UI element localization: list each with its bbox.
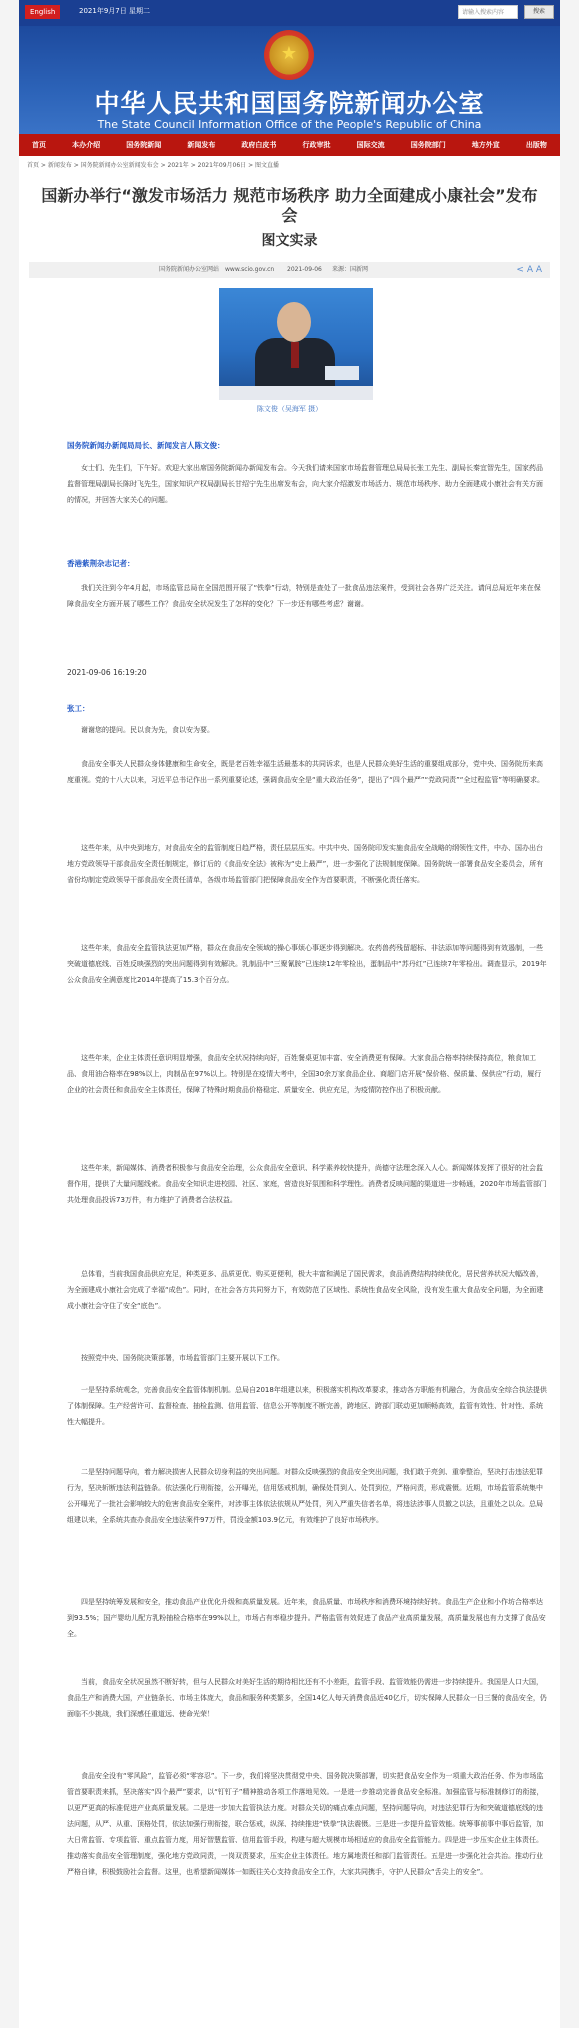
paragraph: 按照党中央、国务院决策部署，市场监管部门主要开展以下工作。 (81, 1354, 284, 1362)
english-link[interactable]: English (25, 5, 60, 19)
paragraph: 一是坚持系统观念，完善食品安全监管体制机制。总局自2018年组建以来，积极落实机构改革要求，推动各方职能有机融合，为食品安全综合执法提供了体制保障。生产经营许可、监督检查、抽检监测、信用监管、信息公开等制度不断完善，跨地区、跨部门联动更加顺畅高效，监管有效性、针对性、系统性大幅提升。 (67, 1386, 547, 1426)
site-title: 中华人民共和国国务院新闻办公室 (94, 89, 485, 118)
meta-source: 国务院新闻办公室网站 (159, 266, 220, 273)
paragraph: 我们关注到今年4月起，市场监管总局在全国范围开展了“铁拳”行动，特别是查处了一批食品违法案件，受到社会各界广泛关注。请问总局近年来在保障食品安全方面开展了哪些工作？食品安全状况发生了怎样的变化？下一步还有哪些考虑？谢谢。 (67, 584, 541, 608)
nav-item-state-council-news[interactable]: 国务院新闻 (126, 141, 162, 149)
date-label: 2021年9月7日 星期二 (79, 7, 150, 15)
nav-item-white-papers[interactable]: 政府白皮书 (241, 141, 277, 149)
article-subtitle: 图文实录 (261, 233, 318, 249)
paragraph: 女士们、先生们，下午好。欢迎大家出席国务院新闻办新闻发布会。今天我们请来国家市场监督管理总局局长张工先生、副局长秦宜智先生，国家药品监督管理局副局长陈时飞先生，国家知识产权局副局长甘绍宁先生出席发布会，向大家介绍激发市场活力、规范市场秩序、助力全面建成小康社会有关方面的情况，并回答大家关心的问题。 (67, 464, 543, 504)
timestamp: 2021-09-06 16:19:20 (67, 668, 147, 677)
speaker-photo (219, 288, 373, 400)
article-meta (29, 262, 550, 278)
paragraph: 食品安全没有“零风险”，监管必须“零容忍”。下一步，我们将坚决贯彻党中央、国务院决策部署，切实把食品安全作为一项重大政治任务、作为市场监管首要职责来抓，坚决落实“四个最严”要求，以“钉钉子”精神推动各项工作落地见效。一是进一步推动完善食品安全标准。加强监管与标准制修订的衔接，以更严更高的标准促进产业高质量发展。二是进一步加大监管执法力度。对群众关切的痛点难点问题，坚持问题导向，对违法犯罪行为和突破道德底线的违法问题，从严、从重、顶格处罚，依法加强行刑衔接，联合惩戒，纵深、持续推进“铁拳”执法震慑。三是进一步提升监管效能。统筹事前事中事后监管，加大日常监管、专项监管、重点监管力度，用好智慧监管、信用监管手段，构建与超大规模市场相适应的食品安全监管能力。四是进一步压实企业主体责任。推动落实食品安全管理制度，强化地方党政同责，一岗双责要求，压实企业主体责任。地方属地责任和部门监管责任。五是进一步强化社会共治。推动行业严格自律，积极鼓励社会监督。这里，也希望新闻媒体一如既往关心支持食品安全工作，大家共同携手，守护人民群众“舌尖上的安全”。 (67, 1772, 544, 1876)
paragraph: 当前，食品安全状况虽然不断好转，但与人民群众对美好生活的期待相比还有不小差距，监管手段、监管效能仍需进一步持续提升。我国是人口大国，食品生产和消费大国，产业链条长、市场主体庞大，食品和服务种类繁多，全国14亿人每天消费食品近40亿斤，切实保障人民群众一日三餐的食品安全，仍面临不少挑战，我们深感任重道远、使命光荣！ (67, 1678, 547, 1718)
photo-sign (325, 366, 359, 380)
nav-item-publications[interactable]: 出版物 (525, 141, 547, 149)
photo-caption: 陈文俊（吴海军 摄） (256, 405, 323, 413)
nav-item-press-release[interactable]: 新闻发布 (187, 141, 216, 149)
paragraph: 总体看，当前我国食品供应充足，种类更多、品质更优、购买更便利，极大丰富和满足了国民需求，食品消费结构持续优化，居民营养状况大幅改善，为全面建成小康社会完成了幸福“成色”。同时，在社会各方共同努力下，有效防范了区域性、系统性食品安全风险，没有发生重大食品安全问题，为全面建成小康社会守住了安全“底色”。 (67, 1270, 544, 1310)
photo-desk (219, 386, 373, 400)
article-title: 国新办举行“激发市场活力 规范市场秩序 助力全面建成小康社会”发布会 (41, 186, 538, 225)
breadcrumb[interactable]: 首页 > 新闻发布 > 国务院新闻办公室新闻发布会 > 2021年 > 2021年09月06日 > 图文直播 (27, 162, 280, 169)
speaker-heading: 香港紫荆杂志记者： (67, 559, 135, 568)
paragraph: 谢谢您的提问。民以食为先，食以安为要。 (81, 726, 214, 734)
search-input[interactable]: 请输入搜索内容 (458, 5, 518, 19)
meta-source-site: 来源：国新网 (332, 266, 369, 273)
paragraph: 这些年来，食品安全监管执法更加严格，群众在食品安全领域的操心事烦心事逐步得到解决。农药兽药残留超标、非法添加等问题得到有效遏制，一些突破道德底线、百姓反映强烈的突出问题得到有效解决。乳制品中“三聚氰胺”已连续12年零检出，蛋制品中“苏丹红”已连续7年零检出。调查显示，2019年公众食品安全满意度比2014年提高了15.3个百分点。 (67, 944, 547, 984)
paragraph: 四是坚持统筹发展和安全，推动食品产业优化升级和高质量发展。近年来，食品质量、市场秩序和消费环境持续好转。食品生产企业和小作坊合格率达到93.5%；国产婴幼儿配方乳粉抽检合格率在99%以上，市场占有率稳步提升。严格监管有效促进了食品产业高质量发展，高质量发展也有力支撑了食品安全。 (67, 1598, 546, 1638)
nav-item-home[interactable]: 首页 (32, 141, 47, 149)
paragraph: 这些年来，新闻媒体、消费者积极参与食品安全治理，公众食品安全意识、科学素养较快提升，尚德守法理念深入人心。新闻媒体发挥了很好的社会监督作用，提供了大量问题线索。食品安全知识走进校园、社区、家庭，营造良好氛围和科学理性。消费者反映问题的渠道进一步畅通，2020年市场监管部门共处理食品投诉73万件，有力维护了消费者合法权益。 (67, 1164, 547, 1204)
meta-url: www.scio.gov.cn (225, 266, 275, 273)
paragraph: 二是坚持问题导向，着力解决损害人民群众切身利益的突出问题。对群众反映强烈的食品安全突出问题，我们敢于亮剑、重拳整治，坚决打击违法犯罪行为，坚决斩断违法利益链条。依法强化行刑衔接，公开曝光，信用惩戒机制，确保处罚到人、处罚到位，严格问责，形成震慑。近期，市场监管系统集中公开曝光了一批社会影响较大的危害食品安全案件，对涉事主体依法依规从严处罚，列入严重失信者名单，将违法涉事人员撤之以法，且重处之以众。总局组建以来，全系统共查办食品安全违法案件97万件，罚没金额103.9亿元，有效维护了良好市场秩序。 (67, 1468, 543, 1524)
speaker-heading: 张工： (67, 704, 90, 713)
speaker-heading: 国务院新闻办新闻局局长、新闻发言人陈文俊： (67, 441, 225, 450)
paragraph: 食品安全事关人民群众身体健康和生命安全，既是老百姓幸福生活最基本的共同诉求，也是人民群众美好生活的重要组成部分，党中央、国务院历来高度重视。党的十八大以来，习近平总书记作出一系列重要论述，强调食品安全是“重大政治任务”，提出了“四个最严”“党政同责”“全过程监管”等明确要求。 (67, 760, 545, 784)
photo-figure-head (277, 302, 311, 342)
paragraph: 这些年来，从中央到地方，对食品安全的监管制度日趋严格，责任层层压实。中共中央、国务院印发实施食品安全战略的纲领性文件，中办、国办出台地方党政领导干部食品安全责任制规定，修订后的《食品安全法》被称为“史上最严”，进一步强化了法规制度保障。国务院统一部署食品安全委员会，所有省份均制定党政领导干部食品安全责任清单，各级市场监管部门把保障食品安全作为首要职责，不断强化责任落实。 (67, 844, 544, 884)
meta-date: 2021-09-06 (287, 266, 322, 273)
paragraph: 这些年来，企业主体责任意识明显增强，食品安全状况持续向好，百姓餐桌更加丰富、安全消费更有保障。大家食品合格率持续保持高位，粮食加工品、食用油合格率在98%以上，肉制品在97%以上。特别是在疫情大考中，全国30余万家食品企业、商超门店开展“保价格、保质量、保供应”行动，履行企业的社会责任和食品安全主体责任，保障了特殊时期食品价格稳定、质量安全、供应充足，为疫情防控作出了积极贡献。 (67, 1054, 542, 1094)
search-button[interactable]: 搜索 (524, 5, 554, 19)
national-emblem-icon: ★ (264, 30, 314, 80)
nav-item-admin-approval[interactable]: 行政审批 (302, 141, 331, 149)
nav-item-about[interactable]: 本办介绍 (72, 141, 101, 149)
top-bar (19, 0, 560, 26)
nav-item-intl-exchange[interactable]: 国际交流 (356, 141, 385, 149)
site-subtitle: The State Council Information Office of the People's Republic of China (97, 118, 482, 131)
share-font-controls[interactable]: < A A (516, 265, 542, 275)
main-nav (19, 134, 560, 156)
nav-item-local-publicity[interactable]: 地方外宣 (471, 141, 500, 149)
nav-item-departments[interactable]: 国务院部门 (410, 141, 446, 149)
photo-figure-tie (291, 342, 299, 368)
site-banner (19, 26, 560, 134)
page (19, 0, 560, 2028)
